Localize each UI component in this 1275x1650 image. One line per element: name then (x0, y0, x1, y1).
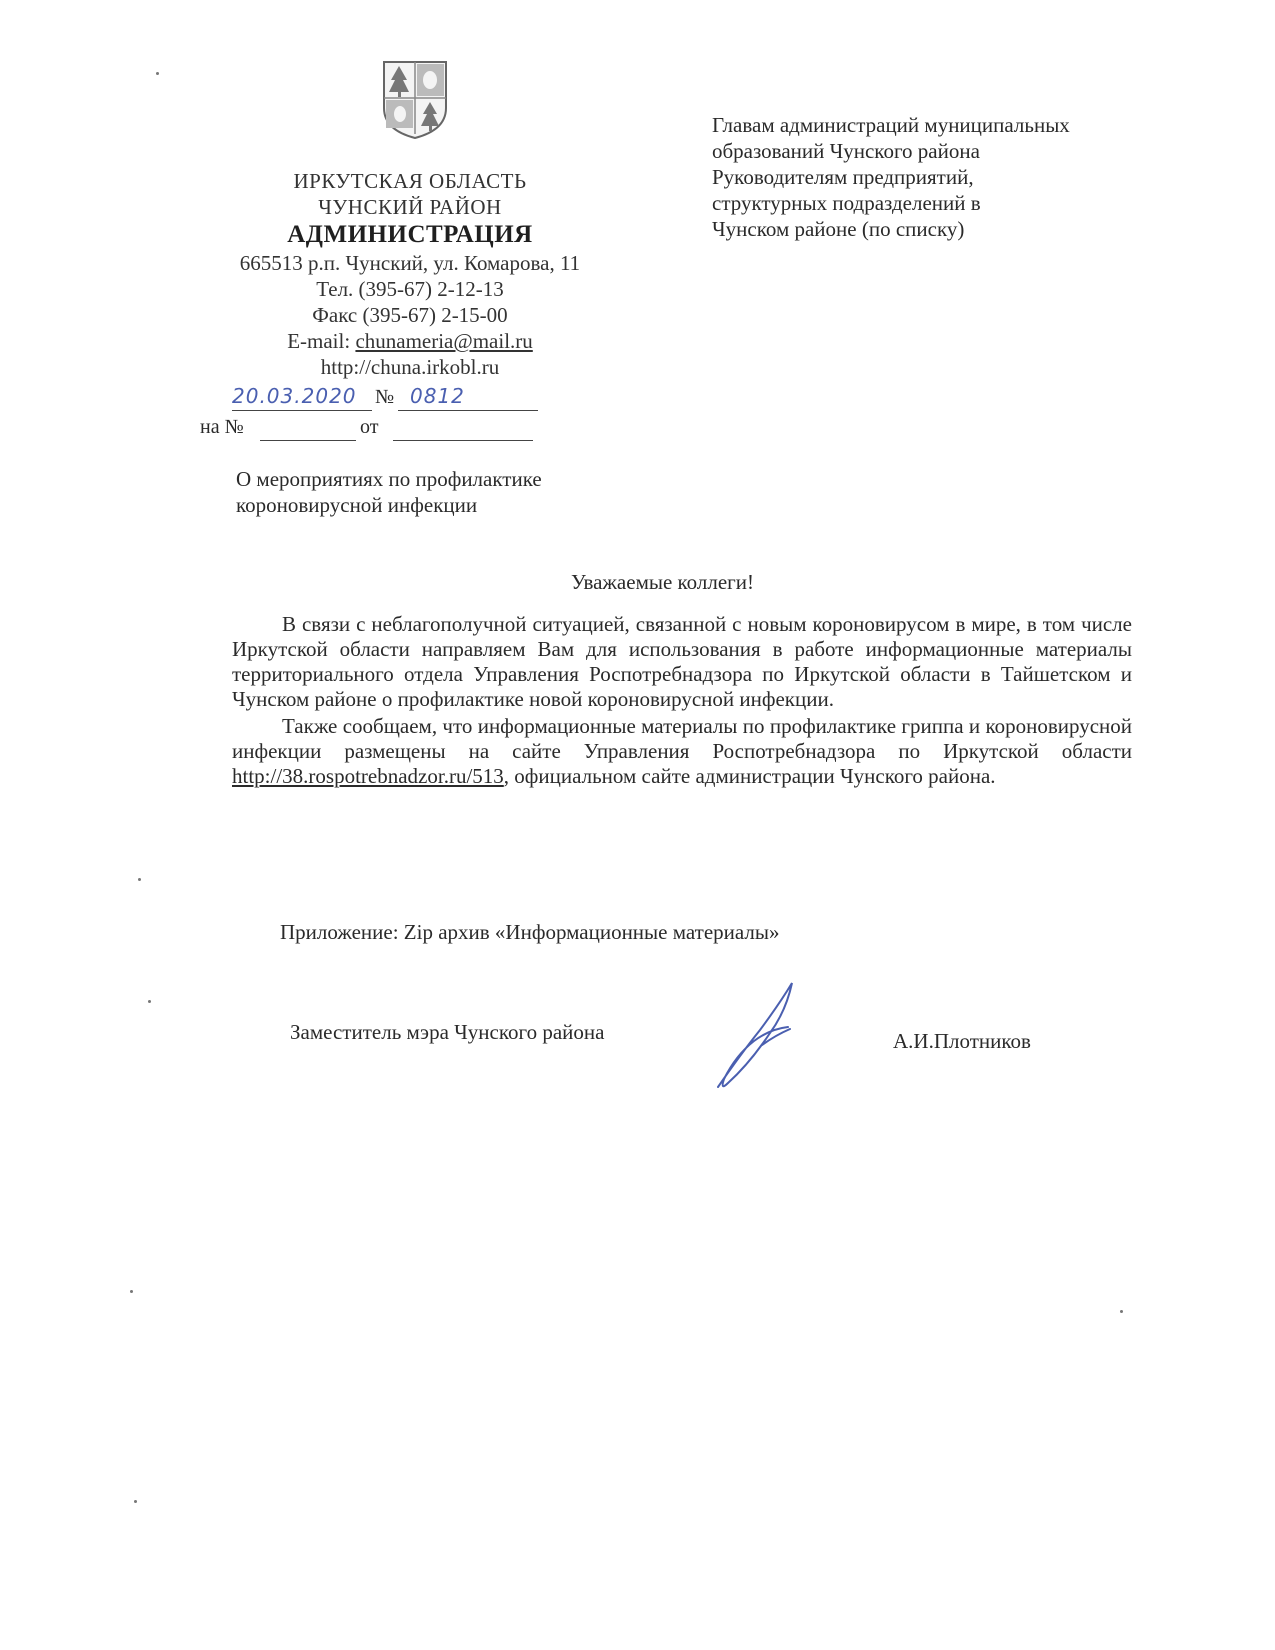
registration-number-underline (398, 410, 538, 411)
sender-region: ИРКУТСКАЯ ОБЛАСТЬ (293, 169, 527, 193)
sender-website[interactable]: http://chuna.irkobl.ru (320, 355, 500, 379)
signatory-position: Заместитель мэра Чунского района (290, 1020, 605, 1044)
body-paragraph-1: В связи с неблагополучной ситуацией, связанной с новым короновирусом в мире, в том числе Иркутской области направляем Вам для использования в работе информационные материалы территориального отдела Управления Роспотребнадзора по Иркутской области в Тайшетском и Чунском районе о профилактике новой короновирусной инфекции. (232, 612, 1132, 711)
sender-phone: Тел. (395-67) 2-12-13 (316, 277, 504, 301)
registration-number: 0812 (410, 384, 465, 408)
sender-district: ЧУНСКИЙ РАЙОН (318, 195, 502, 219)
email-link[interactable]: chunameria@mail.ru (355, 329, 533, 353)
recipients-block (712, 112, 1132, 242)
reference-number-blank (260, 440, 356, 441)
recipient-line: Чунском районе (по списку) (712, 217, 965, 241)
registration-date: 20.03.2020 (232, 384, 357, 408)
scan-speck (148, 1000, 151, 1003)
reference-from-label: от (360, 416, 379, 438)
recipient-line: Главам администраций муниципальных (712, 113, 1070, 137)
scan-speck (134, 1500, 137, 1503)
sender-address: 665513 р.п. Чунский, ул. Комарова, 11 (239, 251, 581, 275)
recipient-line: структурных подразделений в (712, 191, 981, 215)
email-label: E-mail: (287, 329, 351, 353)
paragraph-2-end: , официальном сайте администрации Чунского района. (503, 764, 996, 788)
handwritten-signature-icon (710, 975, 820, 1095)
paragraph-2-start: Также сообщаем, что информационные материалы по профилактике гриппа и короновирусной инфекции размещены на сайте Управления Роспотребнадзора по Иркутской области (232, 714, 1132, 763)
attachment-note: Приложение: Zip архив «Информационные материалы» (280, 920, 780, 944)
letter-body (232, 612, 1132, 791)
scan-speck (156, 72, 159, 75)
subject-line: О мероприятиях по профилактике (236, 467, 542, 491)
rospotrebnadzor-link[interactable]: http://38.rospotrebnadzor.ru/513 (232, 764, 504, 788)
subject-line: короновирусной инфекции (236, 493, 478, 517)
sender-email-line (200, 328, 620, 354)
registration-number-label: № (375, 386, 395, 408)
scan-speck (130, 1290, 133, 1293)
coat-of-arms-icon (380, 58, 450, 140)
salutation: Уважаемые коллеги! (570, 570, 755, 594)
sender-fax: Факс (395-67) 2-15-00 (312, 303, 508, 327)
recipient-line: образований Чунского района (712, 139, 980, 163)
signatory-name: А.И.Плотников (893, 1029, 1031, 1053)
scan-speck (138, 878, 141, 881)
scan-speck (1120, 1310, 1123, 1313)
letter-subject (236, 466, 616, 518)
reference-number-label: на № (200, 416, 244, 438)
sender-organization: АДМИНИСТРАЦИЯ (287, 221, 533, 248)
reference-date-blank (393, 440, 533, 441)
sender-block (200, 168, 620, 380)
recipient-line: Руководителям предприятий, (712, 165, 974, 189)
registration-date-underline (232, 410, 372, 411)
body-paragraph-2 (232, 714, 1132, 789)
